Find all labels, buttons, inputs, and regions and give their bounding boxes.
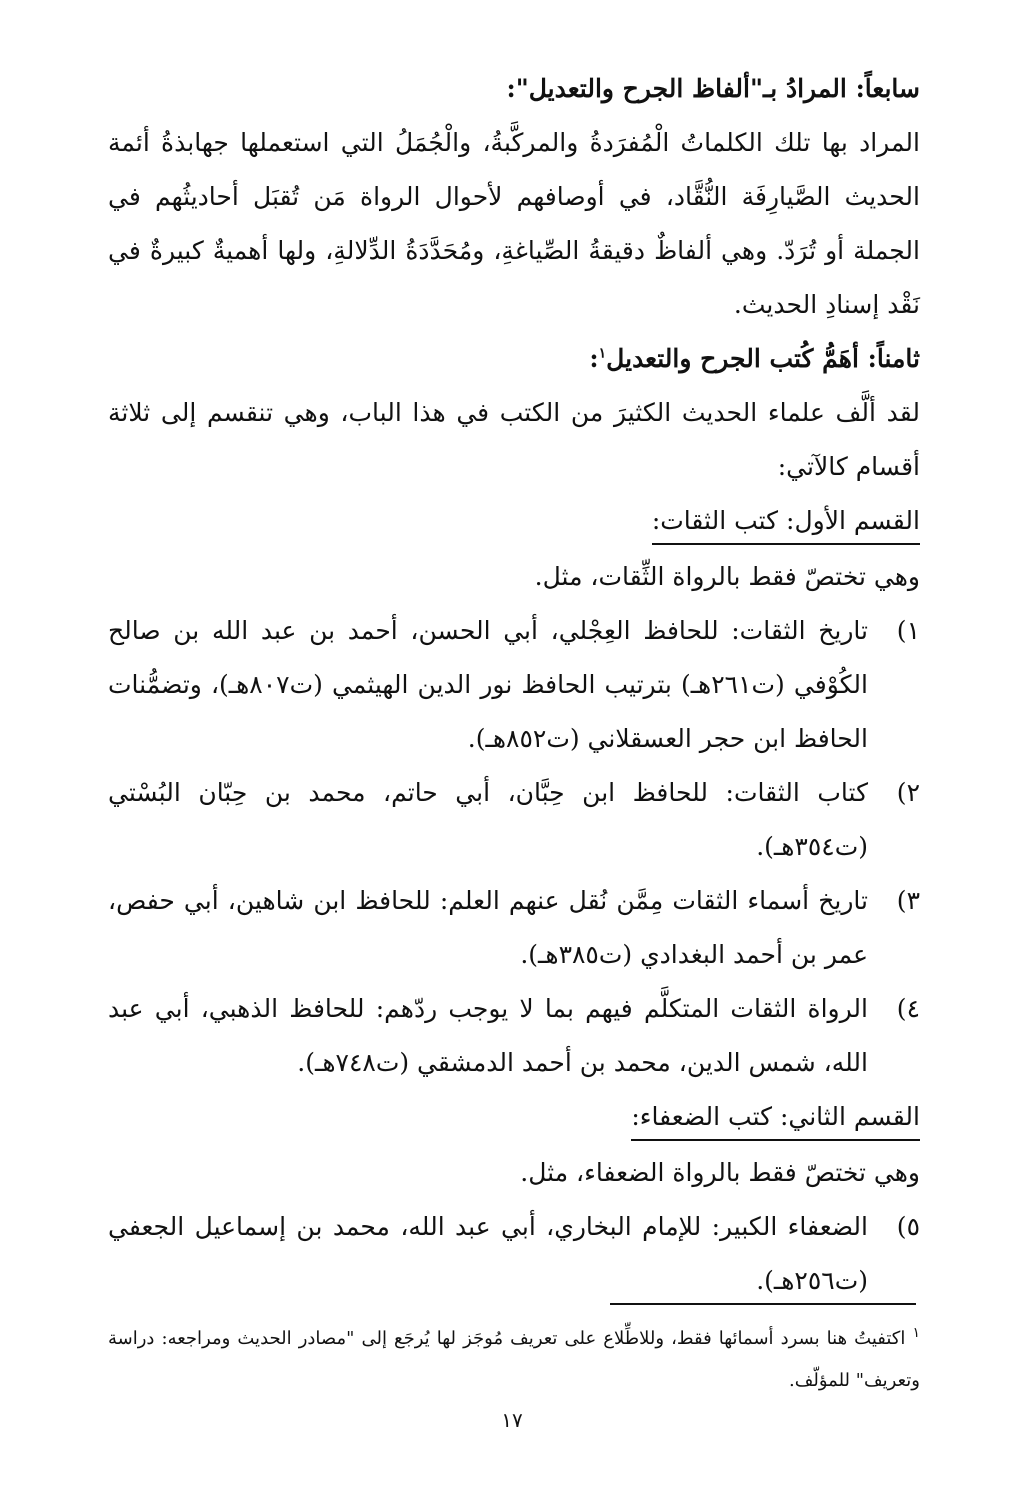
section-heading-8-text: ثامناً: أهَمُّ كُتب الجرح والتعديل	[606, 344, 920, 373]
list-item-text: تاريخ أسماء الثقات مِمَّن نُقل عنهم العلم: للحافظ ابن شاهين، أبي حفص، عمر بن أحمد البغدادي (ت٣٨٥هـ).	[108, 886, 868, 969]
list-item-text: تاريخ الثقات: للحافظ العِجْلي، أبي الحسن، أحمد بن عبد الله بن صالح الكُوْفي (ت٢٦١هـ) بترتيب الحافظ نور الدين الهيثمي (ت٨٠٧هـ)، وتضمُّنات الحافظ ابن حجر العسقلاني (ت٨٥٢هـ).	[108, 616, 868, 753]
section-8-intro: لقد ألَّف علماء الحديث الكثيرَ من الكتب في هذا الباب، وهي تنقسم إلى ثلاثة أقسام كالآتي:	[108, 398, 920, 481]
part-1-title-wrapper	[108, 494, 920, 550]
footnote-reference[interactable]: ١	[598, 345, 607, 362]
list-item	[108, 604, 920, 766]
main-text	[108, 62, 920, 1308]
list-item-text: الضعفاء الكبير: للإمام البخاري، أبي عبد الله، محمد بن إسماعيل الجعفي (ت٢٥٦هـ).	[108, 1212, 868, 1295]
list-item-number: ٥)	[896, 1212, 920, 1241]
list-item-number: ٣)	[896, 886, 920, 915]
footnote	[108, 1318, 920, 1402]
part-2-title: القسم الثاني: كتب الضعفاء:	[631, 1095, 920, 1141]
list-item	[108, 874, 920, 982]
list-item-number: ١)	[896, 616, 920, 645]
section-heading-8-colon: :	[589, 344, 599, 373]
list-item-text: الرواة الثقات المتكلَّم فيهم بما لا يوجب ردّهم: للحافظ الذهبي، أبي عبد الله، شمس الدين، محمد بن أحمد الدمشقي (ت٧٤٨هـ).	[108, 994, 868, 1077]
page-number: ١٧	[501, 1408, 523, 1432]
section-heading-8	[108, 332, 920, 386]
list-item	[108, 982, 920, 1090]
part-2-intro: وهي تختصّ فقط بالرواة الضعفاء، مثل.	[520, 1158, 920, 1187]
list-item-number: ٤)	[896, 994, 920, 1023]
list-item	[108, 1200, 920, 1308]
section-heading-7: سابعاً: المرادُ بـ"ألفاظ الجرح والتعديل":	[506, 74, 920, 103]
section-7-paragraph: المراد بها تلك الكلماتُ الْمُفرَدةُ والمركَّبةُ، والْجُمَلُ التي استعملها جهابذةُ أئمة الحديث الصَّيارِفَة النُّقَّاد، في أوصافهم لأحوال الرواة مَن تُقبَل أحاديثُهم في الجملة أو تُرَدّ. وهي ألفاظٌ دقيقةُ الصِّياغةِ، ومُحَدَّدَةُ الدِّلالةِ، ولها أهميةٌ كبيرةٌ في نَقْد إسنادِ الحديث.	[108, 128, 920, 319]
footnote-marker: ١	[912, 1325, 920, 1341]
footnote-text: اكتفيتُ هنا بسرد أسمائها فقط، وللاطِّلاع على تعريف مُوجَز لها يُرجَع إلى "مصادر الحديث ومراجعه: دراسة وتعريف" للمؤلّف.	[108, 1328, 920, 1391]
part-1-intro: وهي تختصّ فقط بالرواة الثِّقات، مثل.	[534, 562, 920, 591]
list-item-number: ٢)	[896, 778, 920, 807]
part-2-title-wrapper	[108, 1090, 920, 1146]
list-item-text: كتاب الثقات: للحافظ ابن حِبَّان، أبي حاتم، محمد بن حِبّان البُسْتي (ت٣٥٤هـ).	[108, 778, 868, 861]
part-1-title: القسم الأول: كتب الثقات:	[652, 499, 920, 545]
list-item	[108, 766, 920, 874]
footnote-divider	[610, 1303, 916, 1305]
